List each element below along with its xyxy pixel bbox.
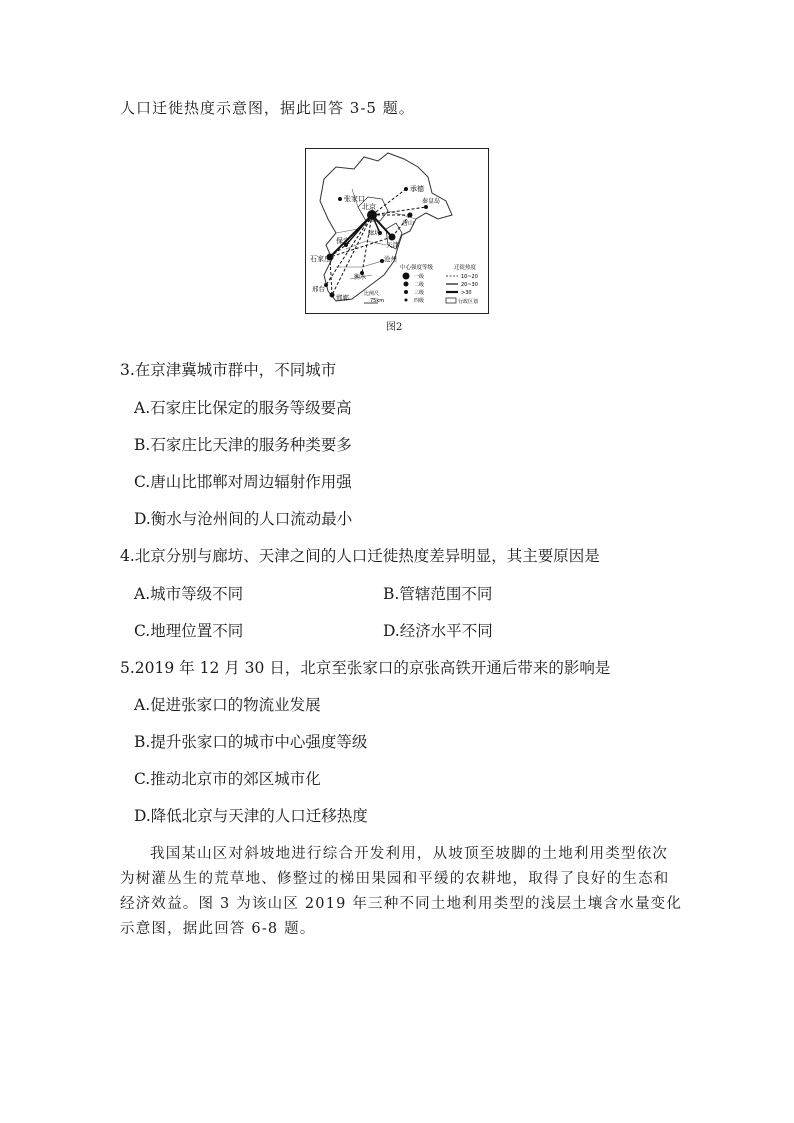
question-5-stem: 5.2019 年 12 月 30 日，北京至张家口的京张高铁开通后带来的影响是 — [120, 659, 611, 677]
city-label: 衡水 — [354, 274, 367, 281]
legend-heat-1: 10~20 — [461, 274, 478, 280]
flow-beijing-handan — [332, 215, 372, 295]
city-dot-beijing — [367, 210, 377, 220]
question-5-option-b: B.提升张家口的城市中心强度等级 — [134, 733, 368, 751]
city-label: 沧州 — [384, 255, 397, 263]
legend-boundary-swatch — [446, 298, 456, 303]
question-4-option-a: A.城市等级不同 — [134, 585, 244, 603]
legend-level-1: 一级 — [414, 274, 425, 280]
city-label: 张家口 — [344, 195, 365, 203]
city-label: 秦皇岛 — [422, 198, 441, 205]
question-5-option-d: D.降低北京与天津的人口迁移热度 — [134, 807, 368, 825]
question-4-option-c: C.地理位置不同 — [134, 622, 244, 640]
legend-level-3: 三级 — [414, 290, 425, 296]
legend-level-4: 四级 — [414, 298, 425, 304]
question-5-option-a: A.促进张家口的物流业发展 — [134, 696, 321, 714]
passage-line-1: 我国某山区对斜坡地进行综合开发利用，从坡顶至坡脚的土地利用类型依次 — [150, 846, 669, 862]
passage-line-2: 为树灌丛生的荒草地、修整过的梯田果园和平缓的农耕地，取得了良好的生态和 — [120, 871, 670, 887]
city-label: 邢台 — [312, 285, 325, 293]
city-dot-zhangjiakou — [338, 197, 342, 201]
legend-level-2-dot — [404, 282, 409, 287]
figure-caption: 图2 — [386, 322, 403, 333]
migration-map — [306, 149, 487, 312]
city-dot-chengde — [404, 187, 408, 191]
city-label: 天津 — [386, 241, 399, 249]
legend-level-3-dot — [404, 290, 408, 294]
question-4-stem: 4.北京分别与廊坊、天津之间的人口迁徙热度差异明显，其主要原因是 — [120, 547, 600, 565]
question-3-stem: 3.在京津冀城市群中，不同城市 — [120, 361, 337, 379]
question-3-option-a: A.石家庄比保定的服务等级要高 — [134, 399, 352, 417]
city-label: 唐山 — [402, 220, 415, 227]
question-4-option-d: D.经济水平不同 — [383, 622, 493, 640]
legend-heat-3: >30 — [461, 290, 472, 296]
passage-line-4: 示意图，据此回答 6-8 题。 — [120, 921, 316, 937]
scale-label: 比例尺 — [364, 291, 380, 297]
city-label: 廊坊 — [368, 230, 381, 237]
legend-level-1-dot — [403, 273, 410, 280]
legend-heat-2: 20~30 — [461, 282, 478, 288]
city-label: 承德 — [410, 185, 424, 193]
question-5-option-c: C.推动北京市的郊区城市化 — [134, 770, 321, 788]
city-dot-tianjin — [389, 234, 396, 241]
question-4-option-b: B.管辖范围不同 — [383, 585, 493, 603]
city-dot-qinhuangdao — [424, 205, 428, 209]
legend-heat-title: 迁徙热度 — [454, 265, 477, 271]
legend-boundary: 行政区划 — [458, 299, 479, 305]
city-label: 石家庄 — [310, 255, 331, 263]
question-3-option-c: C.唐山比邯郸对周边辐射作用强 — [134, 473, 352, 491]
city-label: 邯郸 — [336, 294, 349, 302]
migration-map-figure — [305, 148, 489, 314]
city-dot-handan — [330, 293, 335, 298]
question-3-option-b: B.石家庄比天津的服务种类要多 — [134, 436, 352, 454]
city-dot-tangshan — [408, 213, 413, 218]
city-label: 北京 — [362, 203, 376, 211]
city-label: 保定 — [336, 237, 350, 245]
passage-line-3: 经济效益。图 3 为该山区 2019 年三种不同土地利用类型的浅层土壤含水量变化 — [120, 896, 683, 912]
legend-level-4-dot — [405, 299, 408, 302]
question-3-option-d: D.衡水与沧州间的人口流动最小 — [134, 510, 353, 528]
legend-level-title: 中心强度等级 — [400, 265, 434, 271]
legend-level-2: 二级 — [414, 282, 425, 288]
intro-text: 人口迁徙热度示意图，据此回答 3-5 题。 — [120, 99, 415, 117]
scale-value: 75km — [370, 298, 385, 304]
